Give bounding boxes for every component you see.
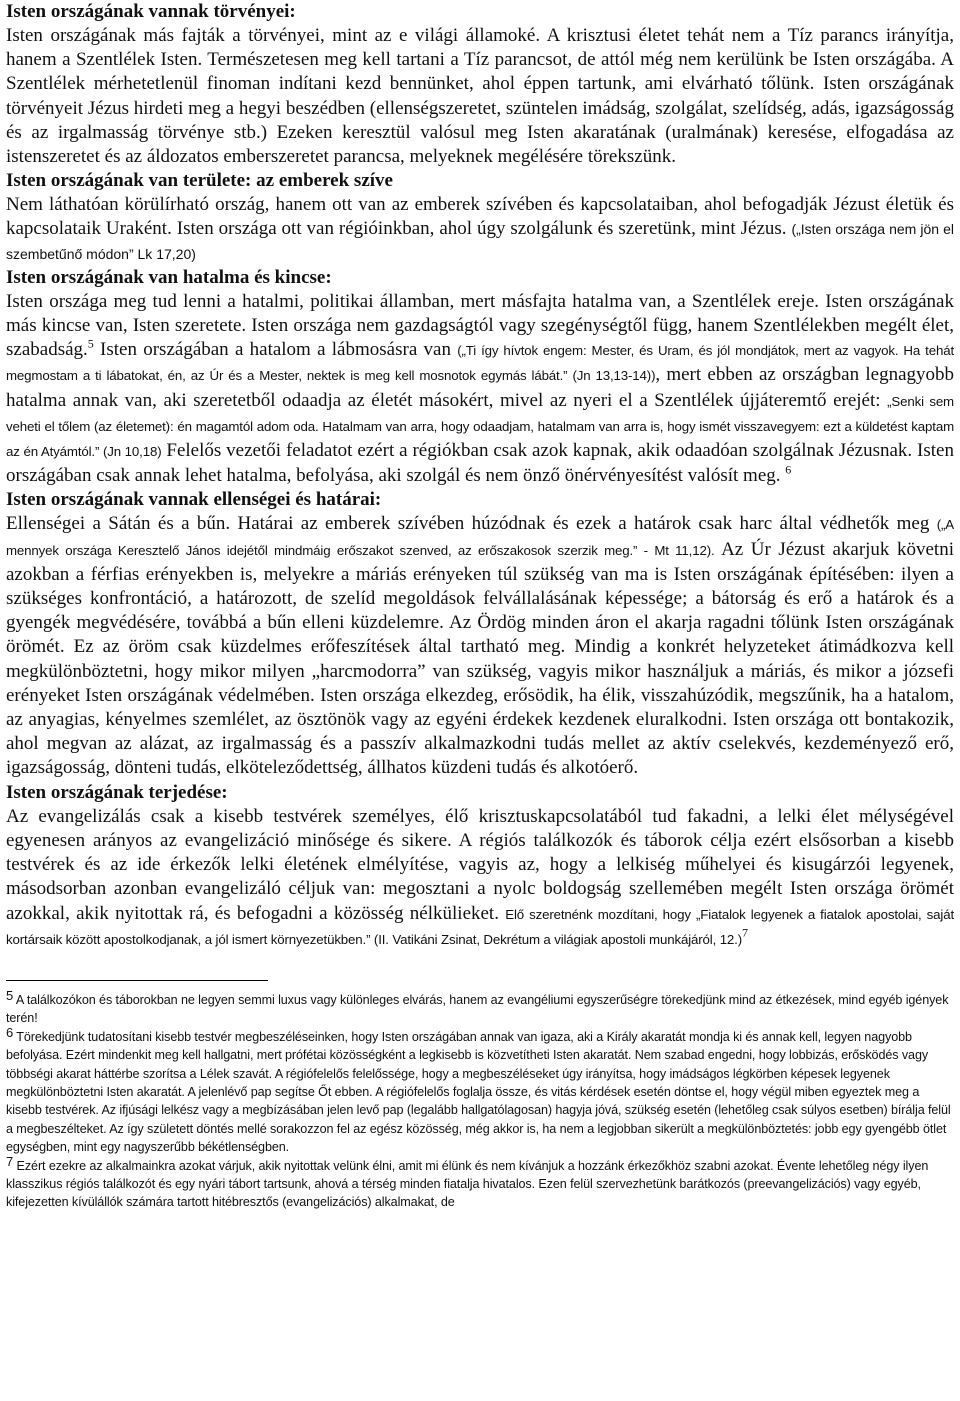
quote-john-13: („Ti így hívtok engem: Mester, és Uram, és jól mondjátok, mert az vagyok. Ha tehát megmostam a ti lábatokat, én, az Úr és a Mester, nektek is meg kell mosnotok egymás lábát.” (Jn 13,13-14))	[6, 343, 954, 384]
footnote-5	[6, 987, 954, 1028]
section-power	[6, 266, 954, 489]
paragraph-enemies-text-a: Ellenségei a Sátán és a bűn. Határai az emberek szívében húzódnak és ezek a határok csak harc által védhetők meg	[6, 513, 937, 535]
paragraph-enemies-text-b: Az Úr Jézust akarjuk követni azokban a férfias erényekben is, melyekre a máriás erényeken túl szükség van ma is Isten országának építésében: ilyen a szükséges konfrontáció, a határozott, de szelíd megoldások felvállalásának képessége; a bátorság és erő a határok és a gyengék megvédésére, továbbá a bűn elleni küzdelemre. Az Ördög minden áron el akarja ragadni tőlünk Isten országának örömét. Ez az öröm csak küzdelmes erőfeszítések által tartható meg. Mindig a konkrét helyzeteket átimádkozva kell megkülönböztetni, hogy mikor milyen „harcmodorra” van szükség, vagyis mikor használjuk a máriás, és mikor a józsefi erényeket Isten országának védelmében. Isten országa elkezdeg, erősödik, ha élik, visszahúzódik, megszűnik, ha a hatalom, az anyagias, kényelmes szemlélet, az ösztönök vagy az egyéni érdekek kezdenek eluralkodni. Isten országa ott bontakozik, ahol megvan az alázat, az irgalmasság és a passzív alkalmazkodni tudás mellet az aktív cselekvés, kezdeményező erő, igazságosság, dönteni tudás, elköteleződettség, állhatos küzdeni tudás és alkotóerő.	[6, 538, 954, 779]
paragraph-territory-text: Nem láthatóan körülírható ország, hanem ott van az emberek szívében és kapcsolataiban, ahol befogadják Jézust életük és kapcsolataik Uraként. Isten országa ott van régióinkban, ahol úgy szolgálunk és szeretünk, mint Jézus.	[6, 194, 954, 240]
footnote-divider	[6, 980, 268, 981]
quote-john-10: „Senki sem veheti el tőlem (az életemet): én magamtól adom oda. Hatalmam van arra, hogy odaadjam, hatalmam van arra is, hogy ismét visszavegyem: ezt a küldetést kaptam az én Atyámtól.” (Jn 10,18)	[6, 393, 954, 460]
paragraph-spread-text: Az evangelizálás csak a kisebb testvérek személyes, élő krisztuskapcsolatából tud fakadni, a lelki élet mélységével egyenesen arányos az evangelizáció minősége és sikere. A régiós találkozók és táborok célja ezért elsősorban a kisebb testvérek és az ide érkezők lelki életének elmélyítése, vagyis az, hogy a lelkiség műhelyei és kisugárzói legyenek, másodsorban azonban evangelizáló céljuk van: megosztani a nyolc boldogság szellemében megélt Isten országa örömét azokkal, akik nyitottak rá, és befogadni a közösség nélkülieket.	[6, 805, 954, 924]
heading-enemies: Isten országának vannak ellenségei és határai:	[6, 489, 382, 511]
section-spread	[6, 781, 954, 952]
footnote-text: Ezért ezekre az alkalmainkra azokat várjuk, akik nyitottak velünk élni, amit mi élünk és nem kívánjuk a hozzánk érkezőkhöz szabni azokat. Évente lehetőleg négy ilyen klasszikus régiós találkozót és egy nyári tábort tartsunk, ahová a térség minden fiatalja hivatalos. Ezen felül szervezhetünk barátkozós (preevangelizációs) vagy egyéb, kifejezetten kívülállók számára tartott hitébresztős (evangelizációs) alkalmakat, de	[6, 1158, 929, 1210]
paragraph-power-text-d: Felelős vezetői feladatot ezért a régiókban csak azok kapnak, akik odaadóan szolgálnak Jézusnak. Isten országában csak annak lehet hatalma, befolyása, aki szolgál és nem önző önérvényesítést valósít meg.	[6, 440, 954, 487]
heading-power: Isten országának van hatalma és kincse:	[6, 266, 332, 288]
paragraph-territory	[6, 193, 954, 266]
quote-matthew: („A mennyek országa Keresztelő János idejétől mindmáig erőszakot szenved, az erőszakosok szerzik meg.” - Mt 11,12).	[6, 517, 954, 558]
footnote-6	[6, 1024, 954, 1157]
paragraph-enemies	[6, 512, 954, 780]
footnote-text: Törekedjünk tudatosítani kisebb testvér megbeszéléseinken, hogy Isten országában annak van igaza, aki a Király akaratát mondja ki és annak kell, legyen nagyobb befolyása. Ezért mindenkit meg kell hallgatni, mert prófétai közösségként a legkisebb is közvetítheti Isten akaratát. Nem szabad engedni, hogy lobbizás, erősködés vagy többségi akarat háttérbe szorítsa a Lélek szavát. A régiófelelős felelőssége, hogy a megbeszéléseket úgy irányítsa, hogy imádságos légkörben képesek legyenek megkülönböztetni Isten akaratát. A jelenlévő pap segítse Őt ebben. A régiófelelős foglalja össze, és vitás kérdések esetén döntse el, hogy végül miben egyeztek meg a kisebb testvérek. Az ifjúsági lelkész vagy a megbízásában jelen levő pap (legalább hallgatólagosan) hagyja jóvá, szükség esetén (lehetőleg csak súlyos esetben) bírálja felül a megbeszélteket. Az így született döntés mellé sorakozzon fel az egész közösség, még akkor is, ha nem a legjobban sikerült a megkülönböztetés: jobb egy gyengébb ötlet egységben, mint egy nagyszerűbb békétlenségben.	[6, 1029, 951, 1155]
footnote-ref-6[interactable]: 6	[785, 462, 792, 477]
paragraph-laws: Isten országának más fajták a törvényei, mint az e világi államoké. A krisztusi életet tehát nem a Tíz parancs irányítja, hanem a Szentlélek Isten. Természetesen meg kell tartani a Tíz parancsot, de attól még nem kerülünk be Isten országába. A Szentlélek mérhetetlenül finoman indítani kezd bennünket, ahol éppen tartunk, ami elvárható tőlünk. Isten országának törvényeit Jézus hirdeti meg a hegyi beszédben (ellenségszeretet, szüntelen imádság, szolgálat, szelídség, adás, igazságosság és az irgalmasság törvénye stb.) Ezeken keresztül valósul meg Isten akaratának (uralmának) keresése, elfogadása az istenszeretet és az áldozatos emberszeretet parancsa, melyeknek megélésére törekszünk.	[6, 25, 954, 168]
paragraph-power-text-b: Isten országában a hatalom a lábmosásra van	[93, 339, 458, 361]
document-page	[6, 0, 954, 1212]
heading-spread: Isten országának terjedése:	[6, 781, 228, 803]
footnote-number: 7	[6, 1153, 14, 1169]
section-enemies	[6, 488, 954, 780]
footnote-7	[6, 1153, 954, 1212]
footnote-ref-5[interactable]: 5	[87, 336, 94, 351]
section-territory	[6, 169, 954, 266]
footnotes	[6, 987, 954, 1212]
footnote-text: A találkozókon és táborokban ne legyen semmi luxus vagy különleges elvárás, hanem az evangéliumi egyszerűségre törekedjünk mind az étkezések, mind egyéb igények terén!	[6, 992, 949, 1026]
section-laws	[6, 0, 954, 169]
quote-vatican: Elő szeretnénk mozdítani, hogy „Fiatalok legyenek a fiatalok apostolai, saját kortársaik között apostolkodjanak, a jól ismert környezetükben.” (II. Vatikáni Zsinat, Dekrétum a világiak apostoli munkájáról, 12.)	[6, 906, 955, 947]
footnote-number: 5	[6, 987, 14, 1003]
paragraph-spread	[6, 805, 954, 952]
footnote-ref-7[interactable]: 7	[742, 925, 749, 940]
paragraph-power-text-a: Isten országa meg tud lenni a hatalmi, politikai államban, mert másfajta hatalma van, a Szentlélek ereje. Isten országának más kincse van, Isten szeretete. Isten országa nem gazdagságtól vagy szegénységtől függ, hanem Szentlélekben megélt élet, szabadság.	[6, 290, 954, 361]
heading-territory: Isten országának van területe: az emberek szíve	[6, 170, 393, 192]
paragraph-power	[6, 290, 954, 489]
footnote-number: 6	[6, 1024, 14, 1040]
quote-luke: („Isten országa nem jön el szembetűnő módon” Lk 17,20)	[6, 221, 955, 262]
paragraph-power-text-c: , mert ebben az országban legnagyobb hatalma annak van, aki szeretetből odaadja az életét másokért, mivel az nyeri el a Szentlélek újjáteremtő erejét:	[6, 364, 954, 411]
heading-laws: Isten országának vannak törvényei:	[6, 1, 296, 22]
